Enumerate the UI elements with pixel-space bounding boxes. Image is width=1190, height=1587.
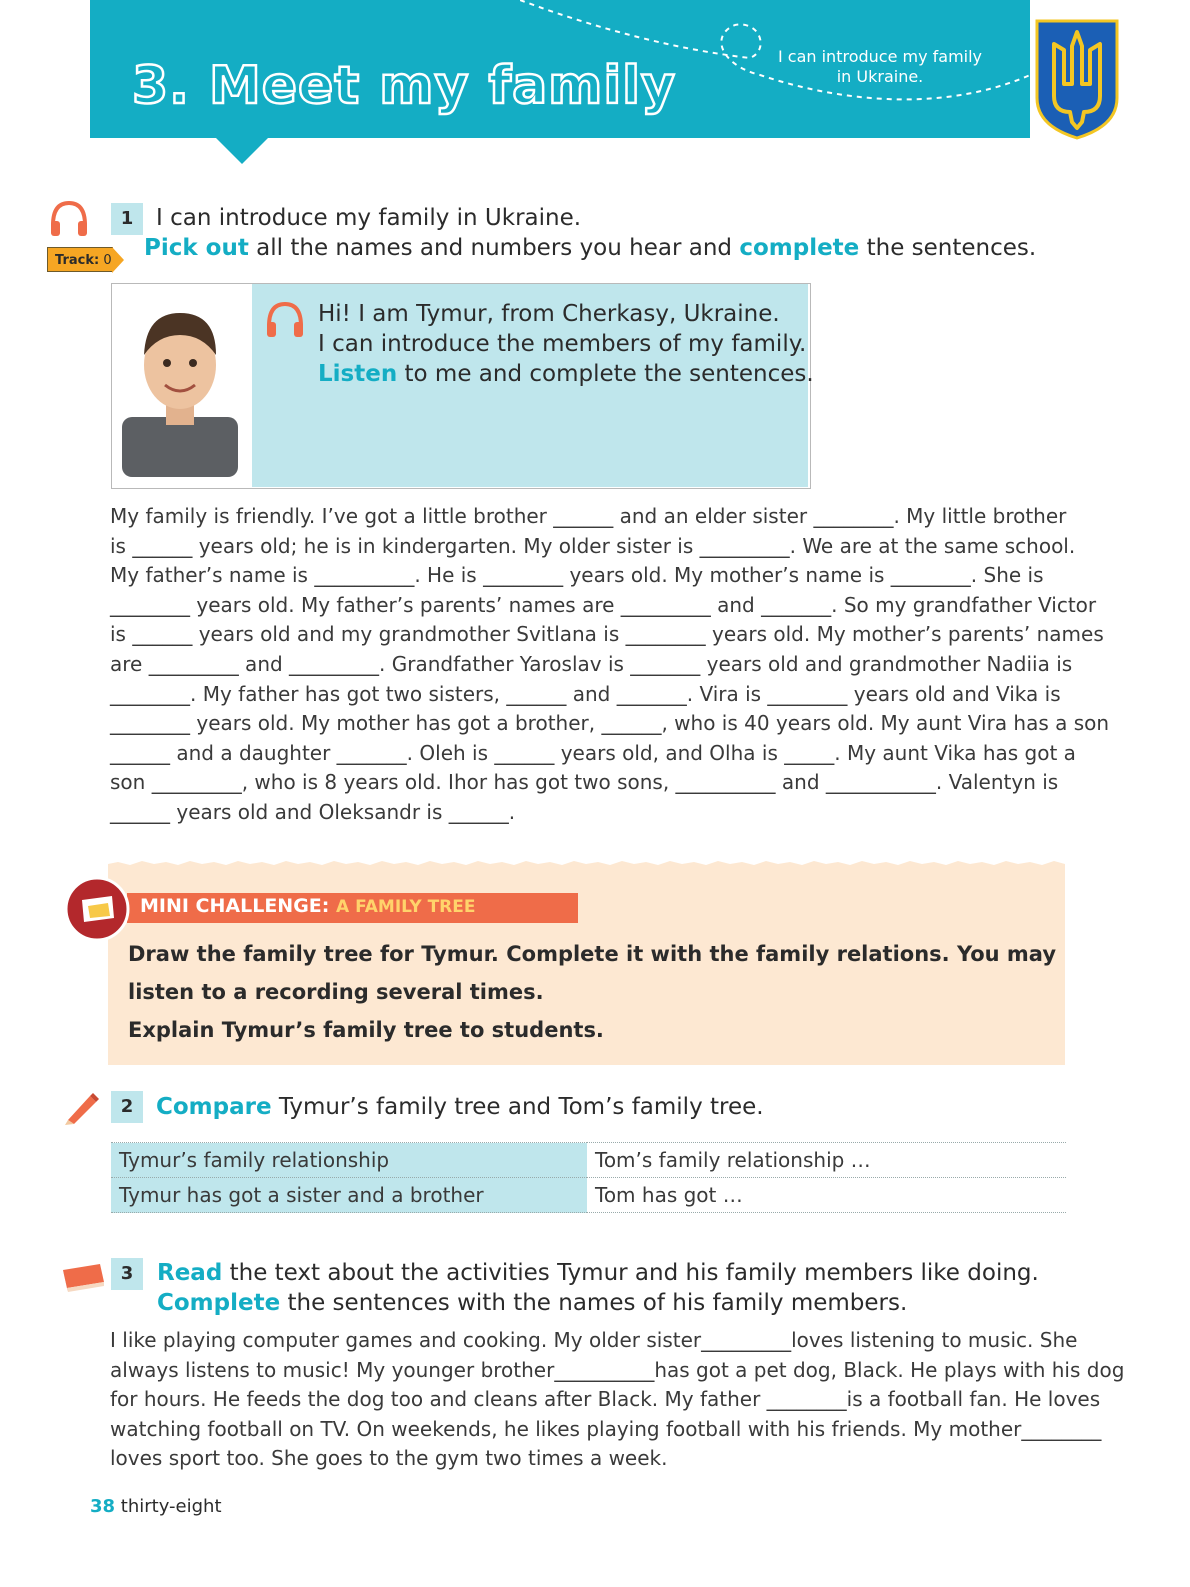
boy-photo bbox=[122, 305, 238, 477]
ukraine-coat-of-arms-icon bbox=[1034, 18, 1120, 140]
mini-challenge-line: listen to a recording several times. bbox=[128, 980, 544, 1004]
paragraph-line: I like playing computer games and cooking. My older sister_________loves listening to music. She bbox=[110, 1328, 1078, 1352]
paragraph-line: ________ years old. My father’s parents’ names are _________ and _______. So my grandfather Victor bbox=[110, 592, 1097, 617]
highlight-complete: Complete bbox=[157, 1290, 281, 1316]
page-number: 38 bbox=[90, 1496, 116, 1517]
instruction-text: the text about the activities Tymur and his family members like doing. bbox=[222, 1260, 1039, 1286]
exercise-1-instruction-line2 bbox=[144, 235, 1036, 261]
exercise-2-instruction bbox=[156, 1094, 764, 1120]
challenge-icon bbox=[64, 876, 130, 942]
exercise-number: 2 bbox=[111, 1091, 143, 1123]
paragraph-line: watching football on TV. On weekends, he likes playing football with his friends. My mother________ bbox=[110, 1416, 1102, 1441]
table-row bbox=[111, 1143, 1066, 1178]
exercise-3-instruction-line2 bbox=[157, 1290, 907, 1316]
mini-challenge-subtitle: A FAMILY TREE bbox=[336, 897, 476, 917]
table-cell: Tymur’s family relationship bbox=[111, 1143, 587, 1178]
pencil-icon bbox=[62, 1088, 100, 1126]
header-pointer bbox=[215, 137, 269, 164]
exercise-1-instruction-line1: I can introduce my family in Ukraine. bbox=[156, 205, 582, 231]
mini-challenge-text bbox=[128, 935, 1056, 1049]
table-cell[interactable]: Tom has got … bbox=[587, 1178, 1066, 1213]
speech-line1: Hi! I am Tymur, from Cherkasy, Ukraine. bbox=[318, 301, 780, 327]
page-footer bbox=[90, 1496, 222, 1517]
headphones-icon bbox=[48, 199, 90, 239]
table-cell[interactable]: Tom’s family relationship … bbox=[587, 1143, 1066, 1178]
paragraph-line: son _________, who is 8 years old. Ihor has got two sons, __________ and ___________. Valentyn is bbox=[110, 770, 1059, 795]
speech-line2: I can introduce the members of my family. bbox=[318, 331, 807, 357]
highlight-compare: Compare bbox=[156, 1094, 272, 1120]
exercise-3-paragraph bbox=[110, 1326, 1124, 1474]
lesson-goal-line1: I can introduce my family bbox=[777, 47, 983, 66]
relationship-table bbox=[111, 1142, 1066, 1213]
mini-challenge-title: MINI CHALLENGE: bbox=[140, 895, 330, 917]
track-tag[interactable] bbox=[47, 247, 120, 272]
speech-line3 bbox=[318, 359, 814, 389]
instruction-text: Tymur’s family tree and Tom’s family tree. bbox=[271, 1094, 764, 1120]
mini-challenge-label bbox=[140, 895, 475, 917]
track-number: 04 bbox=[103, 253, 120, 268]
instruction-text-end: the sentences. bbox=[859, 235, 1037, 261]
paragraph-line: ________. My father has got two sisters, ______ and _______. Vira is ________ years old and Vika is bbox=[110, 681, 1061, 706]
table-cell: Tymur has got a sister and a brother bbox=[111, 1178, 587, 1213]
lesson-goal-line2: in Ukraine. bbox=[836, 67, 924, 86]
paragraph-line: My father’s name is __________. He is ________ years old. My mother’s name is ________. She is bbox=[110, 563, 1044, 588]
highlight-listen: Listen bbox=[318, 361, 398, 387]
paragraph-line: is ______ years old and my grandmother Svitlana is ________ years old. My mother’s parents’ names bbox=[110, 622, 1104, 647]
paragraph-line: for hours. He feeds the dog too and cleans after Black. My father ________is a football fan. He loves bbox=[110, 1387, 1101, 1412]
mini-challenge-line: Explain Tymur’s family tree to students. bbox=[128, 1018, 604, 1042]
instruction-text: all the names and numbers you hear and bbox=[248, 235, 740, 261]
paragraph-line: is ______ years old; he is in kindergarten. My older sister is _________. We are at the same school. bbox=[110, 533, 1076, 558]
instruction-text: the sentences with the names of his family members. bbox=[280, 1290, 908, 1316]
speech-line3-rest: to me and complete the sentences. bbox=[397, 361, 814, 387]
mini-challenge-line: Draw the family tree for Tymur. Complete it with the family relations. You may bbox=[128, 942, 1057, 966]
paragraph-line: ______ years old and Oleksandr is ______. bbox=[110, 799, 516, 824]
exercise-number: 1 bbox=[111, 203, 143, 235]
highlight-complete: complete bbox=[739, 235, 860, 261]
paragraph-line: are _________ and _________. Grandfather Yaroslav is _______ years old and grandmother Nadiia is bbox=[110, 651, 1073, 676]
page-number-words: thirty-eight bbox=[120, 1496, 222, 1517]
table-row bbox=[111, 1178, 1066, 1213]
intro-speech-text bbox=[318, 299, 814, 389]
highlight-read: Read bbox=[157, 1260, 223, 1286]
highlight-pick-out: Pick out bbox=[144, 235, 249, 261]
book-icon bbox=[60, 1260, 106, 1294]
exercise-number: 3 bbox=[111, 1258, 143, 1290]
headphones-icon bbox=[264, 300, 306, 340]
paragraph-line: loves sport too. She goes to the gym two times a week. bbox=[110, 1446, 668, 1471]
page-title: 3. Meet my family bbox=[132, 56, 676, 116]
exercise-1-paragraph bbox=[110, 502, 1109, 828]
paragraph-line: My family is friendly. I’ve got a little brother ______ and an elder sister ________. My little brother bbox=[110, 504, 1067, 528]
track-label: Track: bbox=[55, 253, 100, 268]
exercise-3-instruction-line1 bbox=[157, 1260, 1039, 1286]
paragraph-line: always listens to music! My younger brother__________has got a pet dog, Black. He plays with his dog bbox=[110, 1357, 1125, 1382]
track-tag-tip bbox=[112, 247, 124, 273]
paragraph-line: ______ and a daughter _______. Oleh is ______ years old, and Olha is _____. My aunt Vika has got a bbox=[110, 740, 1076, 765]
paragraph-line: ________ years old. My mother has got a brother, ______, who is 40 years old. My aunt Vira has a son bbox=[110, 711, 1110, 736]
lesson-goal bbox=[760, 47, 1000, 87]
